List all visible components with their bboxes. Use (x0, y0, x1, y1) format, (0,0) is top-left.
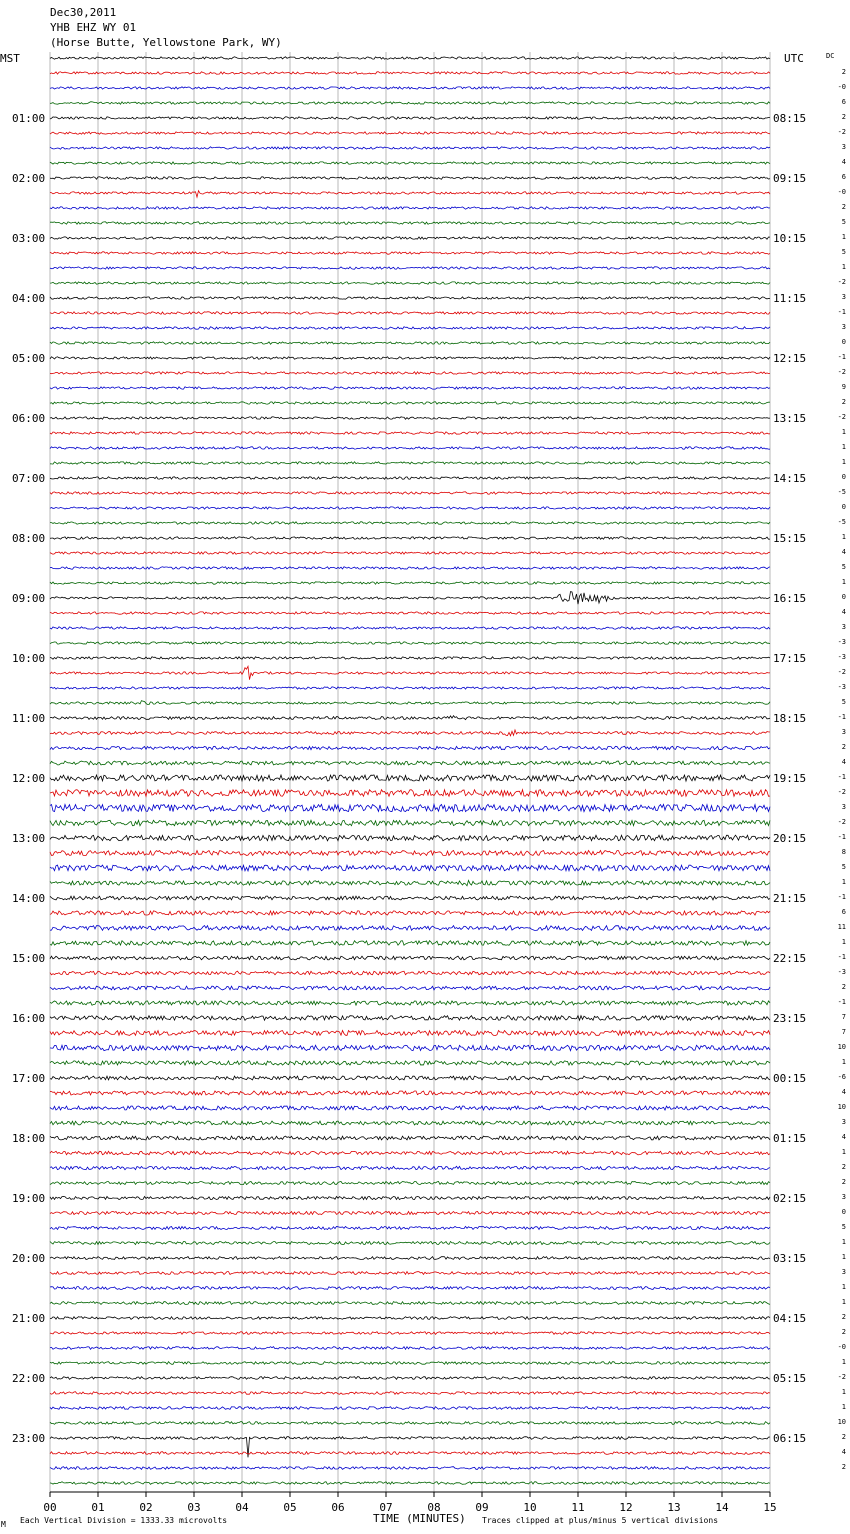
dc-offset-value: 0 (841, 1208, 846, 1216)
left-hour-label: 06:00 (12, 412, 46, 425)
dc-offset-value: 4 (841, 158, 846, 166)
right-hour-label: 11:15 (773, 292, 807, 305)
seismic-trace (50, 1106, 770, 1110)
x-tick-label: 05 (283, 1501, 297, 1514)
dc-offset-value: 2 (841, 203, 846, 211)
seismic-trace (50, 252, 770, 254)
seismic-trace (50, 1392, 770, 1395)
seismic-trace (50, 1407, 770, 1410)
right-hour-label: 19:15 (773, 772, 807, 785)
seismic-trace (50, 132, 770, 134)
dc-offset-value: -1 (837, 833, 846, 841)
seismic-trace (50, 926, 770, 931)
seismic-trace (50, 612, 770, 614)
x-tick-label: 09 (475, 1501, 489, 1514)
dc-offset-value: 5 (841, 1223, 846, 1231)
left-hour-label: 01:00 (12, 112, 46, 125)
left-hour-label: 09:00 (12, 592, 46, 605)
right-hour-label: 03:15 (773, 1252, 807, 1265)
seismic-trace (50, 896, 770, 900)
seismic-trace (50, 1422, 770, 1425)
seismic-trace (50, 387, 770, 389)
x-tick-label: 00 (43, 1501, 57, 1514)
left-hour-label: 15:00 (12, 952, 46, 965)
dc-offset-value: -5 (837, 488, 846, 496)
dc-offset-value: 0 (841, 593, 846, 601)
right-hour-label: 05:15 (773, 1372, 807, 1385)
seismic-trace (50, 1045, 770, 1050)
left-hour-label: 23:00 (12, 1432, 46, 1445)
right-hour-label: 17:15 (773, 652, 807, 665)
seismic-trace (50, 835, 770, 841)
seismic-trace (50, 1136, 770, 1140)
time-axis (43, 1492, 776, 1514)
right-hour-label: 09:15 (773, 172, 807, 185)
right-hour-label: 13:15 (773, 412, 807, 425)
dc-offset-value: -1 (837, 308, 846, 316)
dc-offset-value: 5 (841, 563, 846, 571)
x-tick-label: 02 (139, 1501, 153, 1514)
seismic-trace (50, 297, 770, 299)
left-hour-label: 18:00 (12, 1132, 46, 1145)
seismic-trace (50, 1151, 770, 1155)
dc-offset-value: 1 (841, 428, 846, 436)
dc-offset-value: -3 (837, 968, 846, 976)
seismic-trace (50, 402, 770, 404)
seismic-trace (50, 177, 770, 179)
left-timezone-label: MST (0, 52, 20, 65)
seismic-trace (50, 761, 770, 765)
seismic-trace (50, 207, 770, 209)
seismic-trace (50, 567, 770, 569)
x-tick-label: 13 (667, 1501, 681, 1514)
seismic-trace (50, 941, 770, 946)
dc-offset-value: -1 (837, 998, 846, 1006)
seismic-trace (50, 582, 770, 584)
seismic-traces (50, 57, 770, 1485)
left-hour-label: 07:00 (12, 472, 46, 485)
seismic-trace (50, 1467, 770, 1470)
dc-offset-value: 1 (841, 1148, 846, 1156)
left-hour-label: 04:00 (12, 292, 46, 305)
seismic-trace (50, 956, 770, 960)
dc-offset-value: 5 (841, 698, 846, 706)
x-tick-label: 12 (619, 1501, 633, 1514)
seismic-trace (50, 1347, 770, 1350)
seismic-trace (50, 1211, 770, 1214)
right-hour-label: 23:15 (773, 1012, 807, 1025)
dc-offset-value: -1 (837, 353, 846, 361)
seismic-trace (50, 986, 770, 990)
seismic-trace (50, 627, 770, 629)
seismic-trace (50, 357, 770, 359)
dc-offset-value: 4 (841, 1448, 846, 1456)
seismic-trace (50, 1076, 770, 1080)
seismic-trace (50, 162, 770, 164)
station-name: YHB EHZ WY 01 (50, 21, 137, 34)
dc-offset-value: 7 (841, 1013, 846, 1021)
right-hour-label: 16:15 (773, 592, 807, 605)
left-hour-label: 14:00 (12, 892, 46, 905)
seismic-trace (50, 327, 770, 329)
left-hour-label: 16:00 (12, 1012, 46, 1025)
station-location: (Horse Butte, Yellowstone Park, WY) (50, 36, 282, 49)
right-hour-label: 12:15 (773, 352, 807, 365)
dc-offset-value: -2 (837, 278, 846, 286)
clip-footnote: Traces clipped at plus/minus 5 vertical divisions (482, 1516, 719, 1525)
right-timezone-label: UTC (784, 52, 804, 65)
right-hour-label: 01:15 (773, 1132, 807, 1145)
dc-offset-value: 2 (841, 1328, 846, 1336)
dc-offset-value: 2 (841, 1463, 846, 1471)
seismic-trace (50, 282, 770, 284)
dc-offset-value: -0 (837, 1343, 846, 1351)
dc-offset-value: -0 (837, 188, 846, 196)
seismic-trace (50, 804, 770, 811)
dc-offset-value: 7 (841, 1028, 846, 1036)
seismic-trace (50, 701, 770, 705)
seismic-trace (50, 666, 770, 679)
left-hour-label: 08:00 (12, 532, 46, 545)
seismic-trace (50, 447, 770, 449)
seismic-trace (50, 87, 770, 89)
dc-offset-value: 2 (841, 68, 846, 76)
seismic-trace (50, 820, 770, 825)
seismic-trace (50, 851, 770, 856)
seismic-trace (50, 1091, 770, 1095)
left-hour-label: 22:00 (12, 1372, 46, 1385)
x-tick-label: 15 (763, 1501, 777, 1514)
seismic-trace (50, 522, 770, 524)
seismic-trace (50, 312, 770, 314)
seismic-trace (50, 1226, 770, 1229)
dc-offset-value: 3 (841, 293, 846, 301)
dc-offset-value: -1 (837, 893, 846, 901)
dc-offset-value: 2 (841, 1163, 846, 1171)
dc-offset-value: -5 (837, 518, 846, 526)
dc-offset-value: 5 (841, 248, 846, 256)
dc-offset-value: 3 (841, 1118, 846, 1126)
dc-offset-value: 0 (841, 338, 846, 346)
dc-offset-value: 1 (841, 938, 846, 946)
seismic-trace (50, 1452, 770, 1455)
seismic-trace (50, 790, 770, 797)
dc-offset-value: -0 (837, 83, 846, 91)
seismic-trace (50, 880, 770, 885)
corner-mark: M (1, 1520, 6, 1529)
right-hour-label: 22:15 (773, 952, 807, 965)
x-tick-label: 10 (523, 1501, 537, 1514)
dc-offset-value: 2 (841, 983, 846, 991)
seismic-trace (50, 477, 770, 479)
dc-offset-value: 5 (841, 863, 846, 871)
seismic-trace (50, 507, 770, 509)
x-tick-label: 03 (187, 1501, 201, 1514)
right-hour-label: 04:15 (773, 1312, 807, 1325)
dc-offset-value: 4 (841, 608, 846, 616)
seismic-trace (50, 716, 770, 720)
dc-offset-value: 2 (841, 1178, 846, 1186)
x-tick-label: 14 (715, 1501, 729, 1514)
dc-offset-value: 1 (841, 1283, 846, 1291)
seismic-trace (50, 432, 770, 434)
dc-offset-value: 6 (841, 908, 846, 916)
seismic-trace (50, 462, 770, 464)
left-hour-label: 02:00 (12, 172, 46, 185)
dc-offset-value: 2 (841, 1313, 846, 1321)
seismic-trace (50, 1061, 770, 1065)
left-hour-label: 03:00 (12, 232, 46, 245)
dc-offset-value: 1 (841, 1058, 846, 1066)
seismic-trace (50, 1287, 770, 1290)
left-hour-label: 10:00 (12, 652, 46, 665)
dc-offset-value: -3 (837, 653, 846, 661)
dc-offset-value: 9 (841, 383, 846, 391)
dc-offset-value: 3 (841, 323, 846, 331)
right-hour-label: 20:15 (773, 832, 807, 845)
seismic-trace (50, 1242, 770, 1245)
seismic-trace (50, 372, 770, 374)
dc-offset-value: 2 (841, 113, 846, 121)
seismic-trace (50, 1257, 770, 1260)
seismic-trace (50, 222, 770, 224)
x-tick-label: 06 (331, 1501, 345, 1514)
seismic-trace (50, 746, 770, 749)
dc-offset-value: 1 (841, 878, 846, 886)
dc-offset-value: -1 (837, 713, 846, 721)
seismic-trace (50, 1377, 770, 1380)
scale-footnote: Each Vertical Division = 1333.33 microvolts (20, 1516, 228, 1525)
dc-offset-value: -6 (837, 1073, 846, 1081)
seismic-trace (50, 775, 770, 781)
dc-offset-heading: DC (826, 52, 835, 60)
dc-offset-value: 1 (841, 1388, 846, 1396)
dc-offset-value: -2 (837, 788, 846, 796)
dc-offset-value: 4 (841, 548, 846, 556)
seismic-trace (50, 537, 770, 539)
dc-offset-value: 1 (841, 1298, 846, 1306)
seismic-trace (50, 1482, 770, 1485)
dc-offset-value: 3 (841, 1268, 846, 1276)
right-hour-label: 08:15 (773, 112, 807, 125)
seismic-trace (50, 592, 770, 605)
dc-offset-value: 1 (841, 1358, 846, 1366)
seismic-trace (50, 1317, 770, 1320)
left-hour-label: 21:00 (12, 1312, 46, 1325)
dc-offset-value: 3 (841, 1193, 846, 1201)
dc-offset-value: 10 (837, 1103, 846, 1111)
seismic-trace (50, 492, 770, 494)
right-hour-label: 02:15 (773, 1192, 807, 1205)
dc-offset-value: 2 (841, 743, 846, 751)
dc-offset-value: 1 (841, 233, 846, 241)
seismic-trace (50, 1121, 770, 1125)
dc-offset-value: 8 (841, 848, 846, 856)
seismic-trace (50, 1362, 770, 1365)
dc-offset-value: 3 (841, 623, 846, 631)
seismic-trace (50, 1166, 770, 1169)
dc-offset-value: -1 (837, 773, 846, 781)
seismic-trace (50, 1016, 770, 1021)
dc-offset-value: -2 (837, 818, 846, 826)
dc-offset-value: 1 (841, 443, 846, 451)
seismic-trace (50, 552, 770, 554)
seismic-trace (50, 1197, 770, 1200)
left-hour-label: 17:00 (12, 1072, 46, 1085)
x-tick-label: 11 (571, 1501, 585, 1514)
seismic-trace (50, 417, 770, 419)
dc-offset-value: 1 (841, 1238, 846, 1246)
plot-date: Dec30,2011 (50, 6, 117, 19)
dc-offset-value: 3 (841, 143, 846, 151)
dc-offset-value: 1 (841, 533, 846, 541)
dc-offset-value: -3 (837, 638, 846, 646)
left-hour-label: 05:00 (12, 352, 46, 365)
dc-offset-value: -2 (837, 128, 846, 136)
seismic-trace (50, 657, 770, 659)
dc-offset-value: 1 (841, 458, 846, 466)
dc-offset-value: 0 (841, 503, 846, 511)
x-tick-label: 01 (91, 1501, 105, 1514)
dc-offset-value: -2 (837, 668, 846, 676)
dc-offset-value: 1 (841, 578, 846, 586)
seismic-trace (50, 1001, 770, 1005)
dc-offset-value: 3 (841, 728, 846, 736)
right-hour-label: 06:15 (773, 1432, 807, 1445)
dc-offset-column (838, 68, 846, 1471)
dc-offset-value: 0 (841, 473, 846, 481)
x-axis-title: TIME (MINUTES) (373, 1512, 466, 1525)
left-hour-label: 19:00 (12, 1192, 46, 1205)
seismic-trace (50, 730, 770, 736)
dc-offset-value: 1 (841, 1253, 846, 1261)
right-hour-label: 14:15 (773, 472, 807, 485)
left-hour-label: 11:00 (12, 712, 46, 725)
seismic-trace (50, 57, 770, 59)
left-hour-label: 12:00 (12, 772, 46, 785)
dc-offset-value: 1 (841, 263, 846, 271)
dc-offset-value: 4 (841, 1133, 846, 1141)
seismic-trace (50, 237, 770, 239)
dc-offset-value: 2 (841, 398, 846, 406)
seismic-trace (50, 865, 770, 871)
seismic-trace (50, 1437, 770, 1458)
dc-offset-value: -2 (837, 368, 846, 376)
seismic-trace (50, 1272, 770, 1275)
dc-offset-value: 5 (841, 218, 846, 226)
seismic-trace (50, 1302, 770, 1305)
right-hour-label: 21:15 (773, 892, 807, 905)
left-hour-label: 20:00 (12, 1252, 46, 1265)
dc-offset-value: -2 (837, 1373, 846, 1381)
seismic-trace (50, 191, 770, 197)
seismic-trace (50, 1181, 770, 1184)
dc-offset-value: 11 (837, 923, 846, 931)
seismic-trace (50, 1332, 770, 1335)
seismic-trace (50, 911, 770, 915)
dc-offset-value: 10 (837, 1043, 846, 1051)
right-hour-label: 00:15 (773, 1072, 807, 1085)
dc-offset-value: 4 (841, 758, 846, 766)
dc-offset-value: -1 (837, 953, 846, 961)
x-tick-label: 07 (379, 1501, 393, 1514)
left-hour-label: 13:00 (12, 832, 46, 845)
dc-offset-value: 6 (841, 98, 846, 106)
seismic-trace (50, 72, 770, 74)
seismic-trace (50, 147, 770, 149)
dc-offset-value: 10 (837, 1418, 846, 1426)
dc-offset-value: 6 (841, 173, 846, 181)
dc-offset-value: 2 (841, 1433, 846, 1441)
seismic-trace (50, 342, 770, 344)
seismic-trace (50, 267, 770, 269)
right-hour-label: 15:15 (773, 532, 807, 545)
dc-offset-value: 1 (841, 1403, 846, 1411)
right-hour-label: 10:15 (773, 232, 807, 245)
dc-offset-value: 3 (841, 803, 846, 811)
seismic-trace (50, 642, 770, 644)
seismic-trace (50, 1031, 770, 1036)
seismic-trace (50, 117, 770, 119)
dc-offset-value: -3 (837, 683, 846, 691)
x-tick-label: 04 (235, 1501, 249, 1514)
x-tick-label: 08 (427, 1501, 441, 1514)
seismic-trace (50, 971, 770, 975)
seismic-trace (50, 102, 770, 104)
seismic-trace (50, 687, 770, 689)
right-hour-label: 18:15 (773, 712, 807, 725)
dc-offset-value: 4 (841, 1088, 846, 1096)
dc-offset-value: -2 (837, 413, 846, 421)
